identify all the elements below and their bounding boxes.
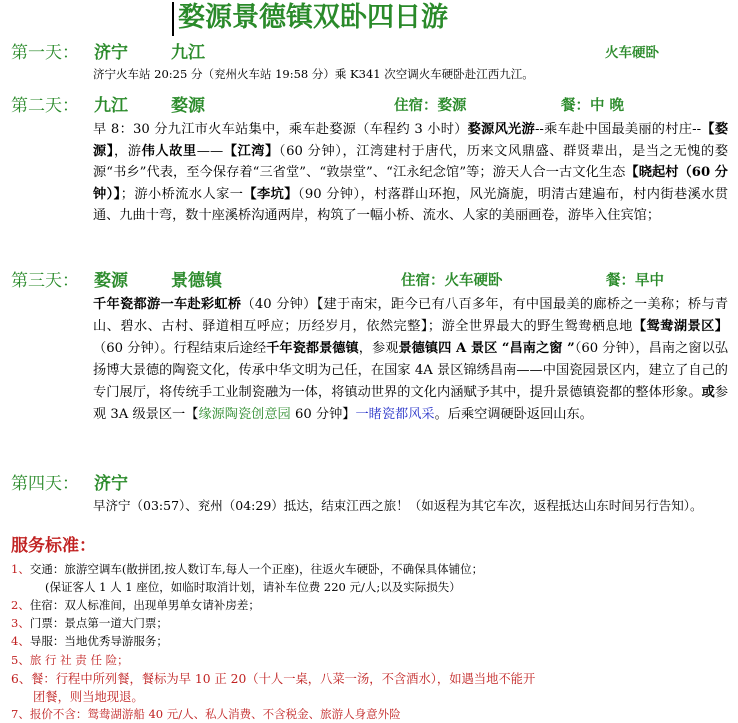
text: —— bbox=[196, 143, 224, 159]
text: ，游 bbox=[113, 143, 142, 159]
highlight: 伟人故里 bbox=[141, 143, 197, 159]
day-route-from: 济宁 bbox=[94, 43, 128, 63]
text: （90 分钟），村落群山环抱，风光旖旎，明清古建遍布，村内街巷溪水贯通、九曲十弯，数十座溪桥沟通两岸，构筑了一幅小桥、流水、人家的美丽画卷，游毕入住宾馆； bbox=[93, 186, 729, 223]
service-item bbox=[11, 578, 728, 596]
text: （60 分钟），昌南之窗以弘扬博大景德的陶瓷文化，传承中华文明为己任，在国家 4A 景区锦绣昌南——中国瓷园景区内，建立了自己的专门展厅，将传统手工业制瓷融为一体，将镇动世界的文化内涵赋予其中，提升景德镇瓷都的整体形象。 bbox=[93, 341, 729, 400]
service-item bbox=[11, 560, 728, 578]
day-meal: 餐：中 晚 bbox=[561, 97, 625, 114]
item-num: 7、 bbox=[11, 707, 30, 721]
day-label: 第四天： bbox=[11, 474, 79, 494]
service-item bbox=[11, 614, 728, 632]
day-transport: 火车硬卧 bbox=[605, 45, 659, 61]
highlight: 【晓起村（60 分钟）】 bbox=[93, 165, 728, 202]
text: （40 分钟）【建于南宋，距今已有八百多年，有中国最美的廊桥之一美称；桥与青山、碧水、古村、驿道相互呼应；历经岁月，依然完整】；游全世界最大的野生鸳鸯栖息地 bbox=[93, 297, 729, 334]
text: --乘车赴中国最美丽的村庄-- bbox=[534, 122, 702, 137]
item-text: 住宿：双人标准间，出现单男单女请补房差； bbox=[29, 598, 260, 612]
text: 。后乘空调硬卧返回山东。 bbox=[434, 407, 593, 422]
highlight: 景德镇四 A 景区 “昌南之窗 ” bbox=[398, 341, 575, 356]
day-route-to: 婺源 bbox=[171, 96, 205, 116]
item-num: 2、 bbox=[11, 598, 30, 612]
day-stay: 住宿：婺源 bbox=[394, 97, 467, 114]
day-4-body: 早济宁（03:57）、兖州（04:29）抵达，结束江西之旅！（如返程为其它车次，返程抵达山东时间另行告知）。 bbox=[93, 498, 703, 513]
text: 早 8：30 分九江市火车站集中，乘车赴婺源（车程约 3 小时） bbox=[93, 122, 468, 137]
item-text: 旅 行 社 责 任 险； bbox=[29, 653, 129, 667]
day-label: 第二天： bbox=[11, 96, 79, 116]
item-num: 1、 bbox=[11, 562, 30, 576]
item-text: 餐：行程中所列餐，餐标为早 10 正 20（十人一桌，八菜一汤，不含酒水），如遇当地不能开 bbox=[31, 672, 536, 686]
text: 参观 3A 级景区一【 bbox=[93, 385, 728, 422]
day-route-from: 九江 bbox=[94, 96, 128, 116]
item-text: 门票：景点第一道大门票； bbox=[29, 616, 168, 630]
day-3-body bbox=[93, 294, 728, 426]
service-item bbox=[11, 688, 728, 706]
day-1-body: 济宁火车站 20:25 分（兖州火车站 19:58 分）乘 K341 次空调火车硬卧赴江西九江。 bbox=[93, 67, 534, 81]
item-num: 6、 bbox=[11, 672, 32, 686]
day-route-from: 济宁 bbox=[94, 474, 128, 494]
text: ；游小桥流水人家一 bbox=[120, 186, 244, 202]
service-item bbox=[11, 632, 728, 650]
highlight: 千年瓷都游一车赴彩虹桥 bbox=[93, 297, 242, 312]
item-text: 交通：旅游空调车(散拼团,按人数订车,每人一个正座)，往返火车硬卧，不确保具体铺位； bbox=[29, 562, 484, 576]
day-2-body bbox=[93, 119, 728, 227]
highlight: 或 bbox=[701, 385, 715, 400]
item-num: 3、 bbox=[11, 616, 30, 630]
blue-text: 一睹瓷都风采 bbox=[355, 407, 435, 422]
page-title: 婺源景德镇双卧四日游 bbox=[172, 2, 448, 36]
text: （60 分钟），江湾建村于唐代，历来文风鼎盛、群贤辈出，是当之无愧的婺源“书乡”代表，至今保存着“三省堂”、“敦崇堂”、“江永纪念馆”等；游天人合一古文化生态 bbox=[93, 143, 729, 180]
item-num: 4、 bbox=[11, 634, 30, 648]
text: 60 分钟】 bbox=[290, 407, 356, 422]
text: ，参观 bbox=[358, 341, 399, 356]
highlight: 【鸳鸯湖景区】 bbox=[632, 319, 728, 334]
service-item bbox=[11, 670, 728, 688]
highlight: 【李坑】 bbox=[243, 186, 298, 202]
item-text: (保证客人 1 人 1 座位，如临时取消计划，请补车位费 220 元/人;以及实际损失） bbox=[45, 580, 461, 594]
item-text: 报价不含：鸳鸯湖游船 40 元/人、私人消费、不含税金、旅游人身意外险 bbox=[29, 707, 401, 721]
highlight: 千年瓷都景德镇 bbox=[266, 341, 359, 356]
highlight: 【婺源】 bbox=[93, 122, 729, 159]
text: （60 分钟）。行程结束后途经 bbox=[93, 341, 267, 356]
day-stay: 住宿：火车硬卧 bbox=[401, 272, 503, 289]
highlight: 婺源风光游 bbox=[467, 122, 535, 137]
item-text: 团餐，则当地现退。 bbox=[33, 690, 144, 704]
day-route-from: 婺源 bbox=[94, 271, 128, 291]
service-item bbox=[11, 651, 728, 669]
service-item bbox=[11, 596, 728, 614]
day-meal: 餐：早中 bbox=[606, 272, 664, 289]
day-route-to: 景德镇 bbox=[171, 271, 222, 291]
services-title: 服务标准： bbox=[11, 536, 96, 556]
day-label: 第三天： bbox=[11, 271, 79, 291]
day-label: 第一天： bbox=[11, 43, 79, 63]
highlight: 【江湾】 bbox=[223, 143, 279, 159]
green-text: 缘源陶瓷创意园 bbox=[198, 407, 291, 422]
day-route-to: 九江 bbox=[171, 43, 205, 63]
item-num: 5、 bbox=[11, 653, 30, 667]
item-text: 导服：当地优秀导游服务； bbox=[29, 634, 168, 648]
service-item bbox=[11, 705, 728, 723]
